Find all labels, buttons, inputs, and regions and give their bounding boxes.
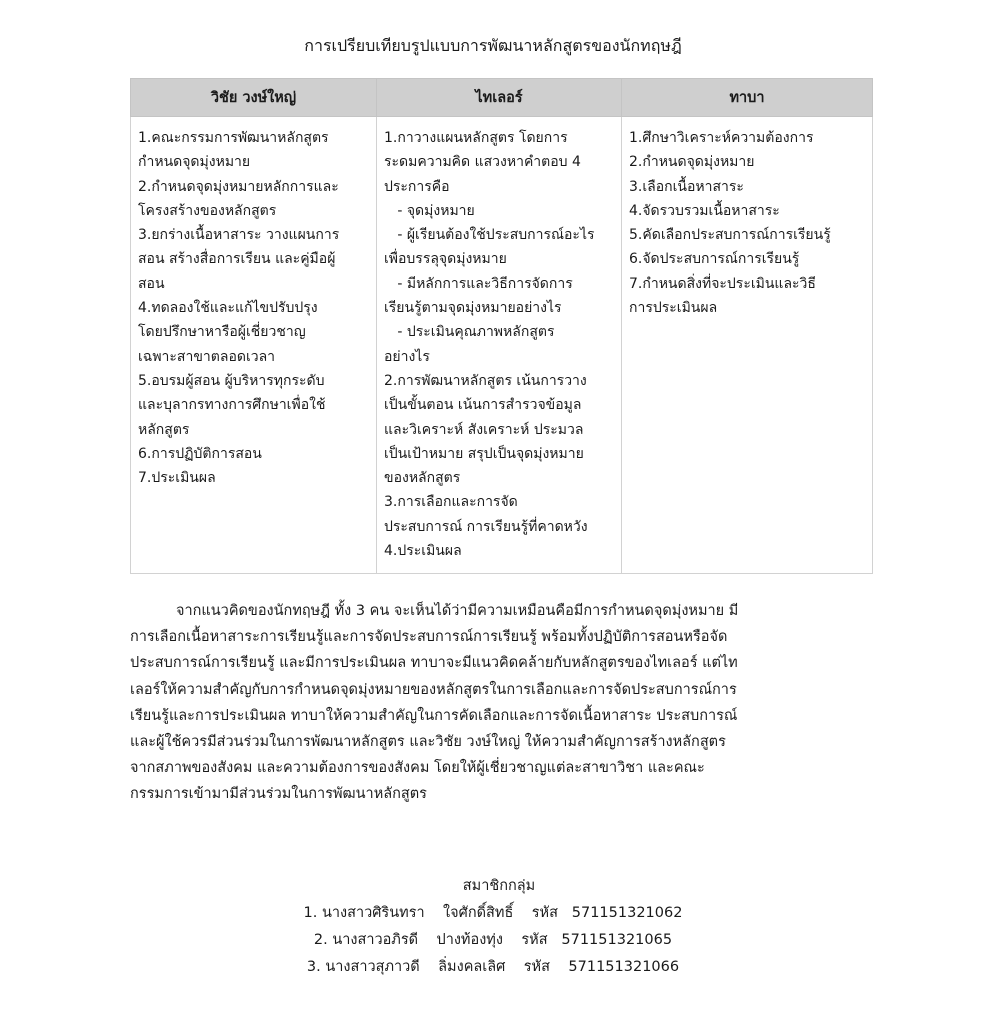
- list-item: สอน: [138, 275, 165, 292]
- list-item: เป็นเป้าหมาย สรุปเป็นจุดมุ่งหมาย: [384, 445, 584, 462]
- tyler-steps-cell: [377, 117, 622, 574]
- list-item: และวิเคราะห์ สังเคราะห์ ประมวล: [384, 421, 584, 438]
- list-item: - ประเมินคุณภาพหลักสูตร: [384, 324, 555, 341]
- summary-line: ประสบการณ์การเรียนรู้ และมีการประเมินผล ทาบาจะมีแนวคิดคล้ายกับหลักสูตรของไทเลอร์ แต่ไท: [130, 655, 738, 672]
- member-row: 1. นางสาวศิรินทรา ใจศักดิ์สิทธิ์ รหัส 571151321062: [303, 905, 683, 921]
- list-item: โครงสร้างของหลักสูตร: [138, 202, 277, 219]
- taba-steps-cell: [622, 117, 873, 574]
- page-title: การเปรียบเทียบรูปแบบการพัฒนาหลักสูตรของนักทฤษฎี: [304, 36, 682, 55]
- list-item: 5.คัดเลือกประสบการณ์การเรียนรู้: [629, 227, 831, 244]
- list-item: สอน สร้างสื่อการเรียน และคู่มือผู้: [138, 251, 336, 268]
- summary-line: การเลือกเนื้อหาสาระการเรียนรู้และการจัดประสบการณ์การเรียนรู้ พร้อมทั้งปฏิบัติการสอนหรือจัด: [130, 629, 728, 646]
- list-item: กำหนดจุดมุ่งหมาย: [138, 154, 251, 171]
- list-item: 7.ประเมินผล: [138, 470, 216, 487]
- list-item: ประการคือ: [384, 178, 450, 195]
- header-taba: ทาบา: [622, 79, 873, 117]
- summary-line: กรรมการเข้ามามีส่วนร่วมในการพัฒนาหลักสูตร: [130, 786, 427, 803]
- list-item: เป็นขั้นตอน เน้นการสำรวจข้อมูล: [384, 397, 582, 414]
- list-item: 2.กำหนดจุดมุ่งหมาย: [629, 154, 755, 171]
- list-item: 2.กำหนดจุดมุ่งหมายหลักการและ: [138, 178, 339, 195]
- comparison-table: [130, 78, 873, 574]
- summary-line: เลอร์ให้ความสำคัญกับการกำหนดจุดมุ่งหมายของหลักสูตรในการเลือกและการจัดประสบการณ์การ: [130, 681, 737, 698]
- summary-line: เรียนรู้และการประเมินผล ทาบาให้ความสำคัญในการคัดเลือกและการจัดเนื้อหาสาระ ประสบการณ์: [130, 707, 738, 724]
- list-item: 1.กาวางแผนหลักสูตร โดยการ: [384, 130, 568, 146]
- list-item: เฉพาะสาขาตลอดเวลา: [138, 348, 276, 365]
- list-item: 3.การเลือกและการจัด: [384, 494, 518, 511]
- table-header-row: [131, 79, 873, 117]
- list-item: โดยปรึกษาหารือผู้เชี่ยวชาญ: [138, 324, 306, 341]
- list-item: 1.ศึกษาวิเคราะห์ความต้องการ: [629, 130, 814, 146]
- member-row: 3. นางสาวสุภาวดี ลิ่มงคลเลิศ รหัส 571151321066: [306, 959, 680, 975]
- header-wichai: วิชัย วงษ์ใหญ่: [131, 79, 377, 117]
- list-item: - ผู้เรียนต้องใช้ประสบการณ์อะไร: [384, 227, 595, 244]
- list-item: 2.การพัฒนาหลักสูตร เน้นการวาง: [384, 372, 587, 389]
- list-item: - จุดมุ่งหมาย: [384, 202, 475, 219]
- list-item: และบุลากรทางการศึกษาเพื่อใช้: [138, 397, 326, 414]
- list-item: 6.การปฏิบัติการสอน: [138, 445, 262, 462]
- summary-paragraph: [130, 598, 872, 808]
- list-item: 6.จัดประสบการณ์การเรียนรู้: [629, 251, 800, 268]
- summary-line: และผู้ใช้ควรมีส่วนร่วมในการพัฒนาหลักสูตร และวิชัย วงษ์ใหญ่ ให้ความสำคัญการสร้างหลักสูตร: [130, 734, 726, 751]
- list-item: 3.ยกร่างเนื้อหาสาระ วางแผนการ: [138, 227, 340, 244]
- list-item: 5.อบรมผู้สอน ผู้บริหารทุกระดับ: [138, 372, 325, 389]
- list-item: เรียนรู้ตามจุดมุ่งหมายอย่างไร: [384, 300, 562, 317]
- list-item: 4.จัดรวบรวมเนื้อหาสาระ: [629, 202, 780, 219]
- list-item: การประเมินผล: [629, 300, 718, 317]
- list-item: อย่างไร: [384, 348, 430, 365]
- summary-line: จากแนวคิดของนักทฤษฎี ทั้ง 3 คน จะเห็นได้ว่ามีความเหมือนคือมีการกำหนดจุดมุ่งหมาย มี: [176, 603, 739, 619]
- list-item: 1.คณะกรรมการพัฒนาหลักสูตร: [138, 130, 329, 146]
- list-item: 7.กำหนดสิ่งที่จะประเมินและวิธี: [629, 275, 816, 292]
- list-item: - มีหลักการและวิธีการจัดการ: [384, 275, 573, 292]
- list-item: เพื่อบรรลุจุดมุ่งหมาย: [384, 251, 507, 268]
- wichai-steps-cell: [131, 117, 377, 574]
- group-members: [0, 873, 986, 981]
- list-item: หลักสูตร: [138, 421, 190, 438]
- list-item: ประสบการณ์ การเรียนรู้ที่คาดหวัง: [384, 518, 588, 535]
- list-item: ระดมความคิด แสวงหาคำตอบ 4: [384, 154, 581, 171]
- list-item: 4.ทดลองใช้และแก้ไขปรับปรุง: [138, 300, 318, 317]
- list-item: 4.ประเมินผล: [384, 543, 462, 560]
- table-row: [131, 117, 873, 574]
- list-item: 3.เลือกเนื้อหาสาระ: [629, 178, 744, 195]
- member-row: 2. นางสาวอภิรดี ปางท้องทุ่ง รหัส 571151321065: [313, 932, 673, 948]
- members-heading: สมาชิกกลุ่ม: [462, 878, 536, 894]
- list-item: ของหลักสูตร: [384, 470, 461, 487]
- header-tyler: ไทเลอร์: [377, 79, 622, 117]
- summary-line: จากสภาพของสังคม และความต้องการของสังคม โดยให้ผู้เชี่ยวชาญแต่ละสาขาวิชา และคณะ: [130, 760, 705, 777]
